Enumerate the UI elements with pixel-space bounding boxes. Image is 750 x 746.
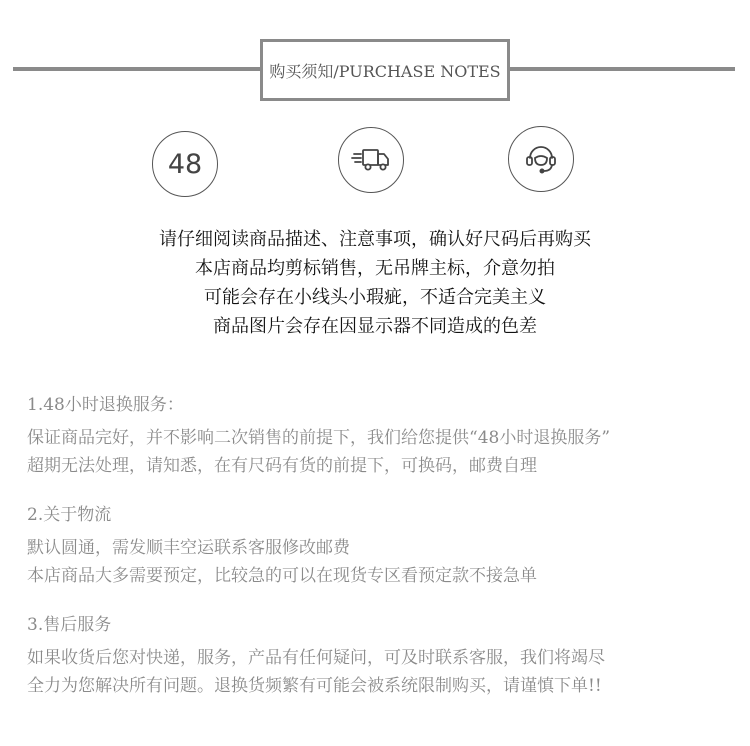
customer-service-headset-icon: [508, 126, 574, 192]
notice-line: 本店商品均剪标销售，无吊牌主标，介意勿拍: [195, 258, 555, 279]
section-line: 超期无法处理，请知悉，在有尺码有货的前提下，可换码，邮费自理: [27, 456, 537, 476]
section-title-logistics: 2.关于物流: [27, 505, 112, 525]
delivery-truck-icon-glyph: [351, 146, 391, 174]
page-title: 购买须知/PURCHASE NOTES: [269, 61, 501, 81]
section-text-logistics: [27, 534, 537, 590]
headset-icon-glyph: [523, 141, 559, 177]
section-line: 如果收货后您对快递，服务，产品有任何疑问，可及时联系客服，我们将竭尽: [27, 648, 605, 668]
header-title-box: [260, 39, 510, 101]
section-text-after-sales: [27, 644, 605, 700]
section-title-after-sales: 3.售后服务: [27, 615, 112, 635]
purchase-notice: [0, 225, 750, 341]
section-text-returns: [27, 424, 610, 480]
notice-line: 商品图片会存在因显示器不同造成的色差: [213, 316, 537, 337]
section-line: 默认圆通，需发顺丰空运联系客服修改邮费: [27, 538, 350, 558]
notice-line: 请仔细阅读商品描述、注意事项，确认好尺码后再购买: [159, 229, 591, 250]
delivery-truck-icon: [338, 127, 404, 193]
48-hours-icon: [152, 131, 218, 197]
section-line: 全力为您解决所有问题。退换货频繁有可能会被系统限制购买，请谨慎下单!!: [27, 676, 602, 696]
48-hours-icon-label: 48: [167, 148, 203, 180]
section-title-returns: 1.48小时退换服务：: [27, 395, 184, 415]
section-line: 保证商品完好，并不影响二次销售的前提下，我们给您提供“48小时退换服务”: [27, 428, 611, 448]
notice-line: 可能会存在小线头小瑕疵，不适合完美主义: [204, 287, 546, 308]
section-line: 本店商品大多需要预定，比较急的可以在现货专区看预定款不接急单: [27, 566, 537, 586]
